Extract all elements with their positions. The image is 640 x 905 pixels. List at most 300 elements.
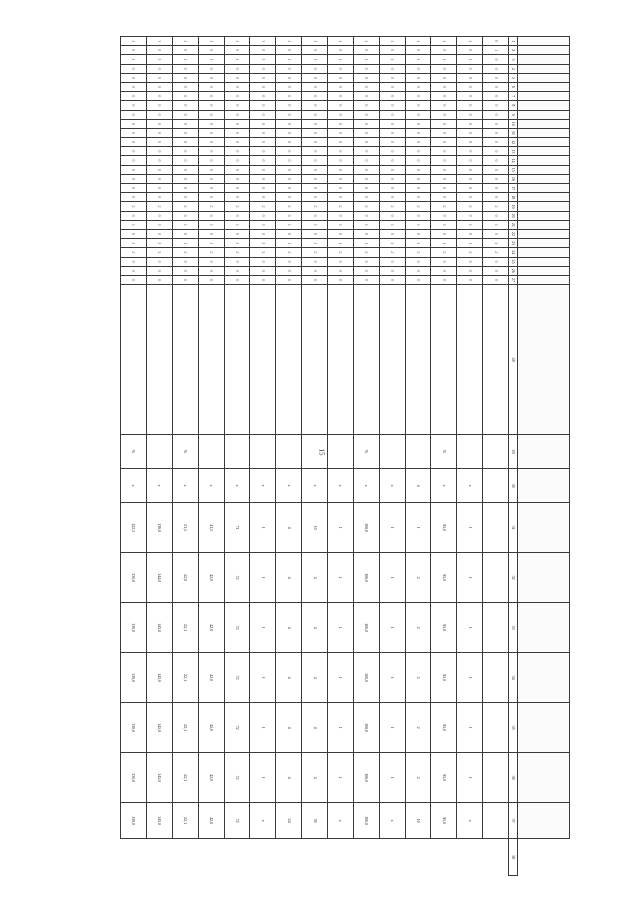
header-cell (518, 220, 570, 229)
code-cell: 0 (224, 193, 250, 202)
value-y2021: 4 (302, 553, 328, 603)
code-cell: 0 (172, 73, 198, 82)
value-y2020: 1 (405, 503, 431, 553)
value-target: 130,0 (121, 803, 147, 839)
code-cell: 0 (276, 165, 302, 174)
code-cell: 0 (327, 193, 353, 202)
value-target: 95,0 (431, 803, 457, 839)
code-cell: 1 (379, 220, 405, 229)
value-y2022: 4 (302, 603, 328, 653)
value-y2020: 1 (457, 503, 483, 553)
column-number: 9 (509, 110, 518, 119)
value-y2021: 72 (224, 553, 250, 603)
value-unit (146, 435, 172, 469)
code-cell: 1 (302, 220, 328, 229)
code-cell: 0 (457, 156, 483, 165)
column-number: 38 (509, 839, 518, 876)
value-y2023 (483, 653, 509, 703)
code-cell: 2 (353, 248, 379, 257)
code-cell: 0 (224, 266, 250, 275)
value-base: x (379, 469, 405, 503)
value-y2023: 4 (302, 653, 328, 703)
code-cell: 2 (327, 202, 353, 211)
code-cell: 0 (302, 266, 328, 275)
value-target: 42,0 (198, 803, 224, 839)
indicator-description (379, 285, 405, 435)
table-row (198, 37, 224, 876)
code-cell: 1 (121, 220, 147, 229)
value-y2022: 42,0 (198, 603, 224, 653)
header-cell (518, 266, 570, 275)
code-cell: 0 (250, 128, 276, 137)
code-cell: 1 (405, 37, 431, 46)
value-y2025 (483, 753, 509, 803)
value-y2022: 145,0 (146, 603, 172, 653)
value-y2024: 4 (302, 703, 328, 753)
code-cell: 0 (353, 211, 379, 220)
code-cell: 0 (224, 92, 250, 101)
code-cell: 2 (405, 248, 431, 257)
code-cell: 0 (353, 110, 379, 119)
code-cell: 0 (302, 184, 328, 193)
header-cell (518, 101, 570, 110)
code-cell: 1 (327, 37, 353, 46)
code-cell: 0 (327, 174, 353, 183)
code-cell: 0 (250, 101, 276, 110)
code-cell: 0 (250, 193, 276, 202)
header-cell (518, 603, 570, 653)
code-cell: 0 (172, 184, 198, 193)
column-number: 10 (509, 119, 518, 128)
code-cell: 0 (198, 174, 224, 183)
value-base: x (224, 469, 250, 503)
code-cell: 0 (327, 82, 353, 91)
value-unit (250, 435, 276, 469)
code-cell: 0 (405, 147, 431, 156)
code-cell: 2 (457, 202, 483, 211)
code-cell: 0 (121, 46, 147, 55)
code-cell: 0 (302, 64, 328, 73)
code-cell: 0 (121, 147, 147, 156)
code-cell: 0 (198, 101, 224, 110)
code-cell: 0 (379, 101, 405, 110)
code-cell: 0 (483, 193, 509, 202)
code-cell: 0 (431, 257, 457, 266)
code-cell: 0 (379, 156, 405, 165)
table-row (353, 37, 379, 876)
code-cell: 0 (224, 184, 250, 193)
value-y2023: 145,0 (146, 653, 172, 703)
code-cell: 0 (198, 229, 224, 238)
code-cell: 0 (457, 82, 483, 91)
header-cell (518, 73, 570, 82)
code-cell: 1 (198, 239, 224, 248)
column-number: 29 (509, 435, 518, 469)
code-cell: 0 (353, 266, 379, 275)
code-cell: 1 (121, 55, 147, 64)
code-cell: 1 (405, 239, 431, 248)
code-cell: 0 (379, 174, 405, 183)
code-cell: 0 (405, 64, 431, 73)
table-row (431, 37, 457, 876)
code-cell: 0 (250, 92, 276, 101)
header-cell (518, 82, 570, 91)
value-y2025: 4 (302, 753, 328, 803)
value-y2024: 72 (224, 703, 250, 753)
table-row (146, 37, 172, 876)
code-cell: 0 (327, 211, 353, 220)
header-cell (518, 119, 570, 128)
code-cell: 0 (379, 46, 405, 55)
value-y2023: 100,0 (353, 653, 379, 703)
code-cell: 0 (405, 46, 431, 55)
code-cell: 0 (457, 128, 483, 137)
code-cell: 0 (405, 229, 431, 238)
code-cell: 0 (121, 184, 147, 193)
column-number: 33 (509, 603, 518, 653)
code-cell: 1 (250, 239, 276, 248)
value-base: x (276, 469, 302, 503)
code-cell: 1 (121, 37, 147, 46)
code-cell: 0 (224, 138, 250, 147)
value-y2020: 1 (250, 503, 276, 553)
value-y2020: 10 (302, 503, 328, 553)
code-cell: 0 (198, 193, 224, 202)
code-cell: 0 (431, 266, 457, 275)
value-y2025: 1 (327, 753, 353, 803)
code-cell: 1 (276, 220, 302, 229)
code-cell: 0 (146, 64, 172, 73)
code-cell: 0 (379, 184, 405, 193)
code-cell: 1 (302, 37, 328, 46)
code-cell: 0 (483, 92, 509, 101)
value-y2024: 1 (327, 703, 353, 753)
indicator-description (198, 285, 224, 435)
code-cell: 2 (276, 202, 302, 211)
code-cell: 0 (121, 128, 147, 137)
code-cell: 0 (198, 128, 224, 137)
code-cell: 0 (327, 128, 353, 137)
code-cell: 0 (276, 46, 302, 55)
value-unit (302, 435, 328, 469)
code-cell: 0 (121, 165, 147, 174)
code-cell: 2 (353, 202, 379, 211)
code-cell: 2 (379, 248, 405, 257)
code-cell: 0 (172, 165, 198, 174)
code-cell: 0 (172, 275, 198, 284)
header-cell (518, 147, 570, 156)
code-cell: 2 (121, 202, 147, 211)
code-cell: 1 (172, 37, 198, 46)
code-cell: 0 (224, 174, 250, 183)
code-cell: 1 (405, 220, 431, 229)
code-cell: 2 (457, 248, 483, 257)
value-y2024: 1 (457, 703, 483, 753)
column-number: 13 (509, 147, 518, 156)
code-cell: 0 (431, 110, 457, 119)
code-cell: 1 (250, 37, 276, 46)
code-cell: 0 (302, 193, 328, 202)
table-row (172, 37, 198, 876)
code-cell: 0 (276, 82, 302, 91)
code-cell: 0 (146, 193, 172, 202)
code-cell: 0 (276, 110, 302, 119)
code-cell: 1 (431, 55, 457, 64)
code-cell: 1 (224, 220, 250, 229)
value-y2024: 145,0 (146, 703, 172, 753)
table-row (276, 37, 302, 876)
indicator-description (146, 285, 172, 435)
value-unit (327, 435, 353, 469)
code-cell: 1 (353, 37, 379, 46)
code-cell: 0 (353, 128, 379, 137)
code-cell: 0 (457, 165, 483, 174)
value-y2024: 1 (379, 703, 405, 753)
code-cell: 1 (224, 37, 250, 46)
column-number-row (509, 37, 518, 876)
column-number: 32 (509, 553, 518, 603)
code-cell: 0 (405, 275, 431, 284)
code-cell: 1 (431, 220, 457, 229)
code-cell: 1 (198, 220, 224, 229)
value-y2024: 4 (276, 703, 302, 753)
code-cell: 0 (198, 82, 224, 91)
code-cell: 0 (198, 73, 224, 82)
code-cell: 0 (276, 266, 302, 275)
value-y2021: 100,0 (353, 553, 379, 603)
indicator-description (353, 285, 379, 435)
code-cell: 0 (353, 229, 379, 238)
code-cell: 0 (172, 82, 198, 91)
code-cell: 0 (457, 92, 483, 101)
header-cell (518, 435, 570, 469)
value-unit (457, 435, 483, 469)
code-cell: 1 (224, 239, 250, 248)
code-cell: 0 (276, 193, 302, 202)
code-cell: 2 (379, 202, 405, 211)
code-cell: 1 (457, 55, 483, 64)
code-cell: 0 (353, 174, 379, 183)
code-cell: 0 (431, 165, 457, 174)
code-cell: 1 (146, 55, 172, 64)
code-cell: 0 (431, 119, 457, 128)
code-cell: 0 (224, 229, 250, 238)
value-y2022: 1 (327, 603, 353, 653)
table-body (121, 37, 570, 876)
code-cell: 1 (483, 239, 509, 248)
value-unit: % (121, 435, 147, 469)
value-y2025: 72 (224, 753, 250, 803)
code-cell: 2 (483, 202, 509, 211)
code-cell: 0 (431, 82, 457, 91)
code-cell: 0 (276, 64, 302, 73)
code-cell: 0 (379, 138, 405, 147)
code-cell: 0 (327, 92, 353, 101)
value-y2021: 22,0 (172, 553, 198, 603)
indicator-description (431, 285, 457, 435)
value-y2021: 1 (457, 553, 483, 603)
code-cell: 0 (198, 257, 224, 266)
code-cell: 1 (302, 239, 328, 248)
code-cell: 0 (224, 82, 250, 91)
value-y2021 (483, 553, 509, 603)
code-cell: 0 (198, 156, 224, 165)
code-cell: 0 (121, 211, 147, 220)
code-cell: 0 (353, 257, 379, 266)
code-cell: 0 (327, 257, 353, 266)
value-unit (276, 435, 302, 469)
code-cell: 0 (405, 110, 431, 119)
value-y2022: 72 (224, 603, 250, 653)
code-cell: 0 (224, 128, 250, 137)
value-y2022: 95,0 (431, 603, 457, 653)
header-row (518, 37, 570, 876)
code-cell: 0 (121, 275, 147, 284)
value-y2024: 100,0 (353, 703, 379, 753)
code-cell: 0 (431, 184, 457, 193)
value-y2025: 130,0 (121, 753, 147, 803)
column-number: 14 (509, 156, 518, 165)
value-y2022: 130,0 (121, 603, 147, 653)
code-cell: 0 (172, 229, 198, 238)
code-cell: 0 (250, 64, 276, 73)
code-cell: 0 (483, 229, 509, 238)
value-base: x (250, 469, 276, 503)
code-cell: 0 (250, 275, 276, 284)
value-y2023: 22,1 (172, 653, 198, 703)
code-cell: 0 (327, 46, 353, 55)
header-cell (518, 174, 570, 183)
header-cell (518, 469, 570, 503)
code-cell: 0 (483, 138, 509, 147)
value-y2025: 22,1 (172, 753, 198, 803)
table-row (379, 37, 405, 876)
indicator-description (457, 285, 483, 435)
value-y2021: 2 (405, 553, 431, 603)
code-cell: 0 (405, 211, 431, 220)
value-y2022: 1 (379, 603, 405, 653)
column-number: 28 (509, 285, 518, 435)
code-cell: 0 (379, 193, 405, 202)
value-target: x (250, 803, 276, 839)
code-cell: 0 (405, 73, 431, 82)
value-y2025: 42,0 (198, 753, 224, 803)
code-cell: 0 (379, 229, 405, 238)
code-cell: 0 (327, 165, 353, 174)
code-cell: 0 (172, 156, 198, 165)
header-cell (518, 257, 570, 266)
value-y2020: 1 (327, 503, 353, 553)
code-cell: 0 (198, 266, 224, 275)
code-cell: 0 (379, 92, 405, 101)
code-cell: 0 (250, 147, 276, 156)
value-unit (483, 435, 509, 469)
code-cell: 2 (224, 248, 250, 257)
value-target: x (379, 803, 405, 839)
column-number: 20 (509, 211, 518, 220)
code-cell: 0 (431, 101, 457, 110)
code-cell: 0 (146, 119, 172, 128)
column-number: 4 (509, 64, 518, 73)
code-cell: 0 (379, 275, 405, 284)
code-cell: 0 (379, 257, 405, 266)
code-cell: 0 (483, 147, 509, 156)
code-cell: 1 (431, 37, 457, 46)
code-cell: 0 (250, 257, 276, 266)
code-cell: 0 (198, 110, 224, 119)
code-cell: 0 (457, 211, 483, 220)
column-number: 21 (509, 220, 518, 229)
column-number: 8 (509, 101, 518, 110)
header-cell (518, 703, 570, 753)
code-cell: 0 (198, 64, 224, 73)
code-cell: 0 (379, 73, 405, 82)
code-cell: 0 (276, 138, 302, 147)
code-cell: 0 (431, 92, 457, 101)
column-number: 19 (509, 202, 518, 211)
header-cell (518, 156, 570, 165)
value-y2024: 42,0 (198, 703, 224, 753)
code-cell: 0 (276, 174, 302, 183)
code-cell: 0 (405, 193, 431, 202)
value-y2022: 100,0 (353, 603, 379, 653)
value-target: 100,0 (353, 803, 379, 839)
value-base: x (431, 469, 457, 503)
page-number: 15 (317, 448, 326, 456)
code-cell: 0 (457, 46, 483, 55)
header-cell (518, 138, 570, 147)
code-cell: 0 (302, 46, 328, 55)
value-y2023: 42,0 (198, 653, 224, 703)
code-cell: 0 (172, 92, 198, 101)
column-number: 3 (509, 55, 518, 64)
code-cell: 0 (483, 184, 509, 193)
indicator-description (302, 285, 328, 435)
code-cell: 0 (121, 73, 147, 82)
value-y2021: 144,0 (146, 553, 172, 603)
code-cell: 0 (327, 110, 353, 119)
header-cell (518, 275, 570, 284)
code-cell: 1 (302, 55, 328, 64)
code-cell: 0 (302, 101, 328, 110)
code-cell: 0 (146, 92, 172, 101)
code-cell: 0 (327, 119, 353, 128)
code-cell: 0 (146, 128, 172, 137)
code-cell: 0 (198, 138, 224, 147)
value-target: 145,0 (146, 803, 172, 839)
code-cell: 0 (431, 46, 457, 55)
code-cell: 1 (172, 55, 198, 64)
header-cell (518, 503, 570, 553)
code-cell: 1 (353, 55, 379, 64)
value-target: 22,1 (172, 803, 198, 839)
column-number: 25 (509, 257, 518, 266)
value-y2023: 2 (405, 653, 431, 703)
header-cell (518, 165, 570, 174)
column-number: 1 (509, 37, 518, 46)
code-cell: 0 (224, 46, 250, 55)
code-cell: 1 (172, 220, 198, 229)
code-cell: 0 (457, 266, 483, 275)
code-cell: 0 (146, 229, 172, 238)
value-y2022: 1 (457, 603, 483, 653)
value-y2022 (483, 603, 509, 653)
value-y2024: 130,0 (121, 703, 147, 753)
indicator-description (172, 285, 198, 435)
code-cell: 2 (172, 248, 198, 257)
value-y2021: 130,0 (121, 553, 147, 603)
value-y2023: 1 (327, 653, 353, 703)
